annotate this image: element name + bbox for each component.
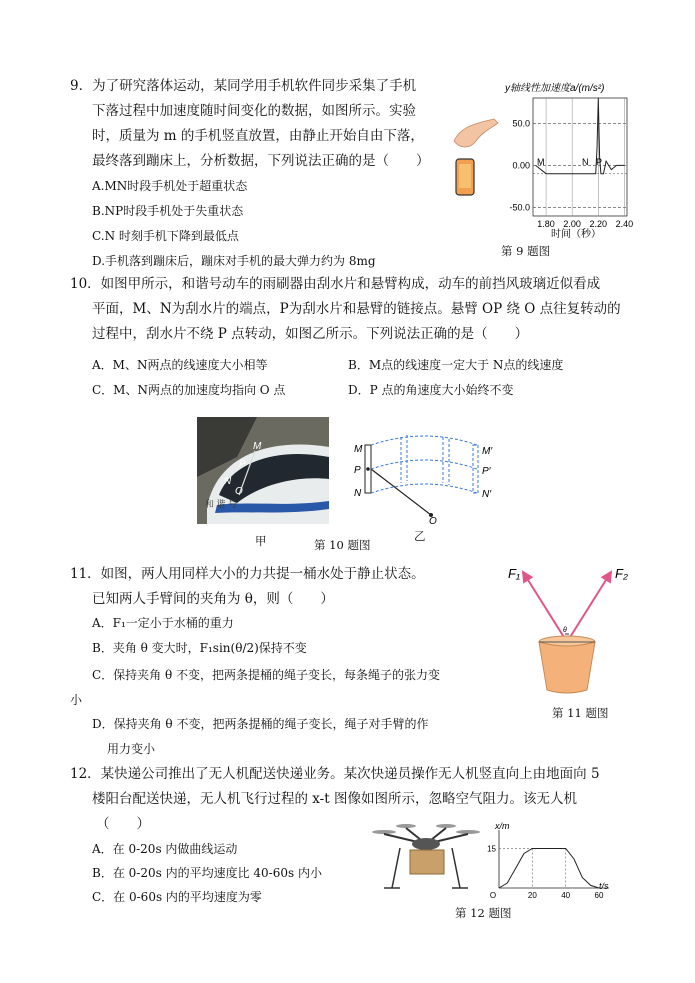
diagram-label-m: M — [354, 444, 363, 455]
q9-x-tick-label: 1.80 — [537, 219, 555, 229]
q10-sub-b: 乙 — [414, 529, 426, 543]
q10-option-a: A．M、N两点的线速度大小相等 — [92, 358, 268, 372]
photo-label-m: M — [253, 441, 262, 452]
q12-guides — [499, 848, 566, 888]
diagram-label-o: O — [429, 516, 437, 527]
q11-option-a: A．F₁一定小于水桶的重力 — [92, 616, 234, 630]
q10-option-c: C．M、N两点的加速度均指向 O 点 — [92, 383, 286, 397]
q9-plot-frame — [533, 98, 627, 216]
q9-option-d: D.手机落到蹦床后，蹦床对手机的最大弹力约为 8mg — [92, 254, 376, 268]
bucket-body — [539, 642, 595, 693]
q12-x-tick-label: O — [489, 891, 497, 900]
q9-point-m: M — [537, 157, 545, 167]
q10-line-1: 10．如图甲所示，和谐号动车的雨刷器由刮水片和悬臂构成，动车的前挡风玻璃近似看成 — [70, 276, 601, 292]
theta-label: θ — [563, 627, 567, 634]
q9-grid — [533, 98, 627, 216]
force-f2-label: F₂ — [615, 566, 628, 581]
q11-option-d-cont: 用力变小 — [107, 742, 156, 756]
force-f1-arrow — [523, 572, 567, 642]
diagram-label-m-prime: M′ — [482, 446, 493, 457]
q10-line-3: 过程中，刮水片不绕 P 点转动，如图乙所示。下列说法正确的是（ ） — [92, 326, 529, 342]
q9-x-tick-label: 2.20 — [589, 219, 608, 229]
q12-tick-labels — [487, 844, 604, 900]
q12-line-1: 12．某快递公司推出了无人机配送快递业务。某次快递员操作无人机竖直向上由地面向 5 — [70, 766, 600, 782]
q9-line-3: 时，质量为 m 的手机竖直放置，由静止开始自由下落， — [92, 128, 424, 144]
diagram-label-n: N — [354, 488, 362, 499]
photo-label-p: P — [239, 459, 246, 470]
q11-option-d: D．保持夹角 θ 不变，把两条提桶的绳子变长，绳子对手臂的作 — [92, 717, 429, 731]
train-photo — [197, 417, 329, 524]
photo-label-n: N — [224, 476, 232, 487]
q12-option-b: B．在 0-20s 内的平均速度比 40-60s 内小 — [92, 866, 322, 880]
q9-line-2: 下落过程中加速度随时间变化的数据，如图所示。实验 — [92, 103, 416, 119]
q9-x-tick-label: 2.40 — [615, 219, 634, 229]
q12-line-2: 楼阳台配送快递，无人机飞行过程的 x-t 图像如图所示，忽略空气阻力。该无人机 — [92, 791, 577, 807]
q11-line-2: 已知两人手臂间的夹角为 θ，则（ ） — [92, 591, 334, 607]
q9-line-1: 9．为了研究落体运动，某同学用手机软件同步采集了手机 — [70, 78, 417, 94]
q9-y-tick-label: -50.0 — [509, 202, 530, 213]
q11-line-1: 11．如图，两人用同样大小的力共提一桶水处于静止状态。 — [70, 566, 425, 582]
force-f1-label: F₁ — [508, 566, 521, 581]
q12-position-time-chart — [485, 820, 620, 902]
photo-label-o: O — [235, 486, 243, 497]
q9-y-tick-label: 0.00 — [512, 160, 530, 171]
force-f2-arrow — [567, 572, 611, 642]
q10-caption: 第 10 题图 — [314, 538, 371, 552]
q9-point-n: N — [582, 157, 589, 167]
q9-acceleration-chart — [503, 78, 634, 253]
q10-option-d: D．P 点的角速度大小始终不变 — [348, 383, 514, 397]
q10-line-2: 平面，M、N为刮水片的端点，P为刮水片和悬臂的链接点。悬臂 OP 绕 O 点往复转动的 — [92, 301, 621, 317]
bucket-diagram — [503, 560, 638, 700]
wiper-diagram — [345, 425, 505, 540]
q12-x-tick-label: 60 — [594, 891, 604, 900]
q11-option-c-cont: 小 — [70, 693, 83, 707]
q9-caption: 第 9 题图 — [501, 244, 551, 258]
q10-sub-a: 甲 — [255, 534, 267, 548]
q9-line-4: 最终落到蹦床上，分析数据，下列说法正确的是（ ） — [92, 153, 430, 169]
wiper-arm-op — [371, 469, 431, 515]
q12-x-tick-label: 40 — [561, 891, 571, 900]
q12-option-a: A．在 0-20s 内做曲线运动 — [92, 842, 238, 856]
q12-x-tick-label: 20 — [527, 891, 537, 900]
q9-option-b: B.NP时段手机处于失重状态 — [92, 204, 244, 218]
q9-option-a: A.MN时段手机处于超重状态 — [92, 179, 248, 193]
q12-option-c: C．在 0-60s 内的平均速度为零 — [92, 890, 262, 904]
diagram-label-p-prime: P′ — [482, 466, 491, 477]
photo-train-name: 和 谐 号 — [205, 499, 238, 509]
q11-option-b: B．夹角 θ 变大时，F₁sin(θ/2)保持不变 — [92, 641, 307, 655]
q12-caption: 第 12 题图 — [455, 906, 512, 920]
q12-y-axis-label: x/m — [495, 821, 510, 831]
q9-x-tick-label: 2.00 — [563, 219, 581, 229]
hand-phone-illustration — [446, 115, 502, 201]
drone-illustration — [370, 822, 482, 902]
q9-y-tick-label: 50.0 — [512, 118, 530, 129]
diagram-label-n-prime: N′ — [482, 489, 492, 500]
q10-option-b: B．M点的线速度一定大于 N点的线速度 — [348, 358, 564, 372]
q12-series-line — [499, 849, 599, 889]
q12-line-3: （ ） — [96, 816, 150, 832]
q9-point-p: P — [596, 157, 603, 167]
q9-x-axis-label: 时间（秒） — [551, 229, 601, 240]
q12-x-axis-label: t/s — [599, 881, 609, 891]
q9-y-axis-label: y轴线性加速度a/(m/s²) — [505, 83, 605, 94]
q11-option-c: C．保持夹角 θ 不变，把两条提桶的绳子变长，每条绳子的张力变 — [92, 668, 441, 682]
q9-series-line — [536, 98, 625, 174]
q12-y-tick-label: 15 — [487, 844, 496, 854]
diagram-label-p: P — [354, 465, 361, 476]
q11-caption: 第 11 题图 — [552, 706, 609, 720]
q9-option-c: C.N 时刻手机下降到最低点 — [92, 229, 239, 243]
